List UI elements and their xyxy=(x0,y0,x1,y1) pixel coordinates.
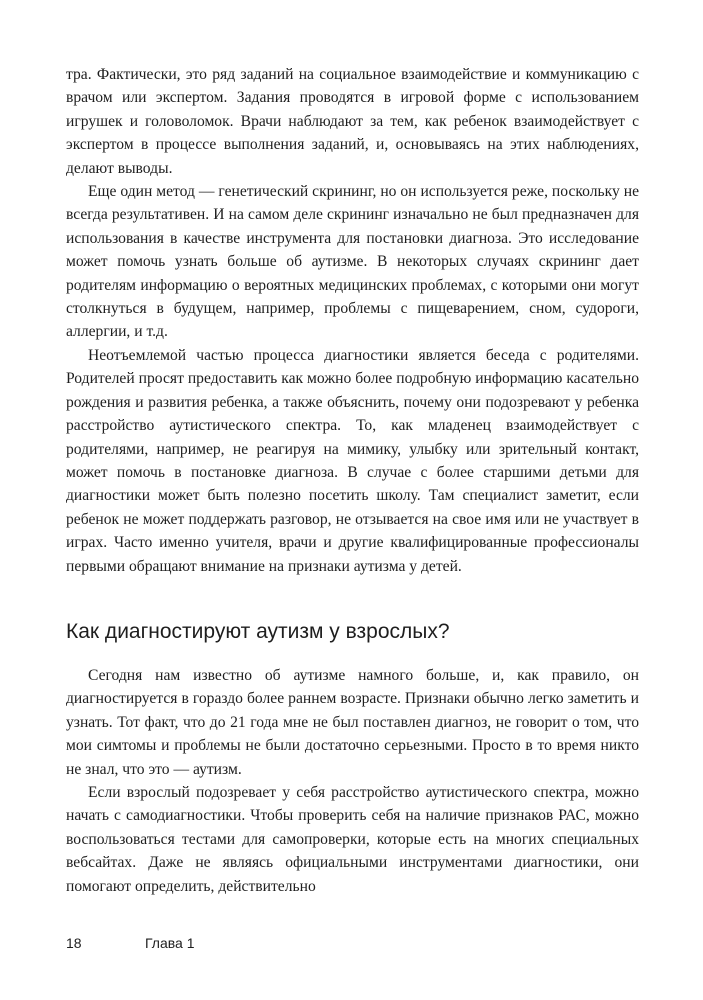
section-heading: Как диагностируют аутизм у взрослых? xyxy=(66,620,450,643)
body-text-bottom xyxy=(66,664,639,898)
paragraph-self-diagnosis: Если взрослый подозревает у себя расстройство аутистического спектра, можно начать с самодиагностики. Чтобы проверить себя на наличие признаков РАС, можно воспользоваться тестами для самопроверки, которые есть на многих специальных вебсайтах. Даже не являясь официальными инструментами диагностики, они помогают определить, действительно xyxy=(66,784,639,895)
page-number: 18 xyxy=(66,935,82,951)
paragraph-continuation: тра. Фактически, это ряд заданий на социальное взаимодействие и коммуникацию с врачом или экспертом. Задания проводятся в игровой форме с использованием игрушек и головоломок. Врачи наблюдают за тем, как ребенок взаимодействует с экспертом в процессе выполнения заданий, и, основываясь на этих наблюдениях, делают выводы. xyxy=(66,66,639,177)
paragraph-genetic-screening: Еще один метод — генетический скрининг, но он используется реже, поскольку не всегда результативен. И на самом деле скрининг изначально не был предназначен для использования в качестве инструмента для постановки диагноза. Это исследование может помочь узнать больше об аутизме. В некоторых случаях скрининг дает родителям информацию о вероятных медицинских проблемах, с которыми они могут столкнуться в будущем, например, проблемы с пищеварением, сном, судороги, аллергии, и т.д. xyxy=(66,183,639,341)
running-head: Глава 1 xyxy=(145,935,195,951)
paragraph-parent-interview: Неотъемлемой частью процесса диагностики является беседа с родителями. Родителей просят предоставить как можно более подробную информацию касательно рождения и развития ребенка, а также объяснить, почему они подозревают у ребенка расстройство аутистического спектра. То, как младенец взаимодействует с родителями, например, не реагируя на мимику, улыбку или зрительный контакт, может помочь в постановке диагноза. В случае с более старшими детьми для диагностики может быть полезно посетить школу. Там специалист заметит, если ребенок не может поддержать разговор, не отзывается на свое имя или не участвует в играх. Часто именно учителя, врачи и другие квалифицированные профессионалы первыми обращают внимание на признаки аутизма у детей. xyxy=(66,346,639,575)
body-text-top xyxy=(66,63,639,578)
paragraph-adult-diagnosis: Сегодня нам известно об аутизме намного больше, и, как правило, он диагностируется в гораздо более раннем возрасте. Признаки обычно легко заметить и узнать. Тот факт, что до 21 года мне не был поставлен диагноз, не говорит о том, что мои симтомы и проблемы не были достаточно серьезными. Просто в то время никто не знал, что это — аутизм. xyxy=(66,667,639,778)
